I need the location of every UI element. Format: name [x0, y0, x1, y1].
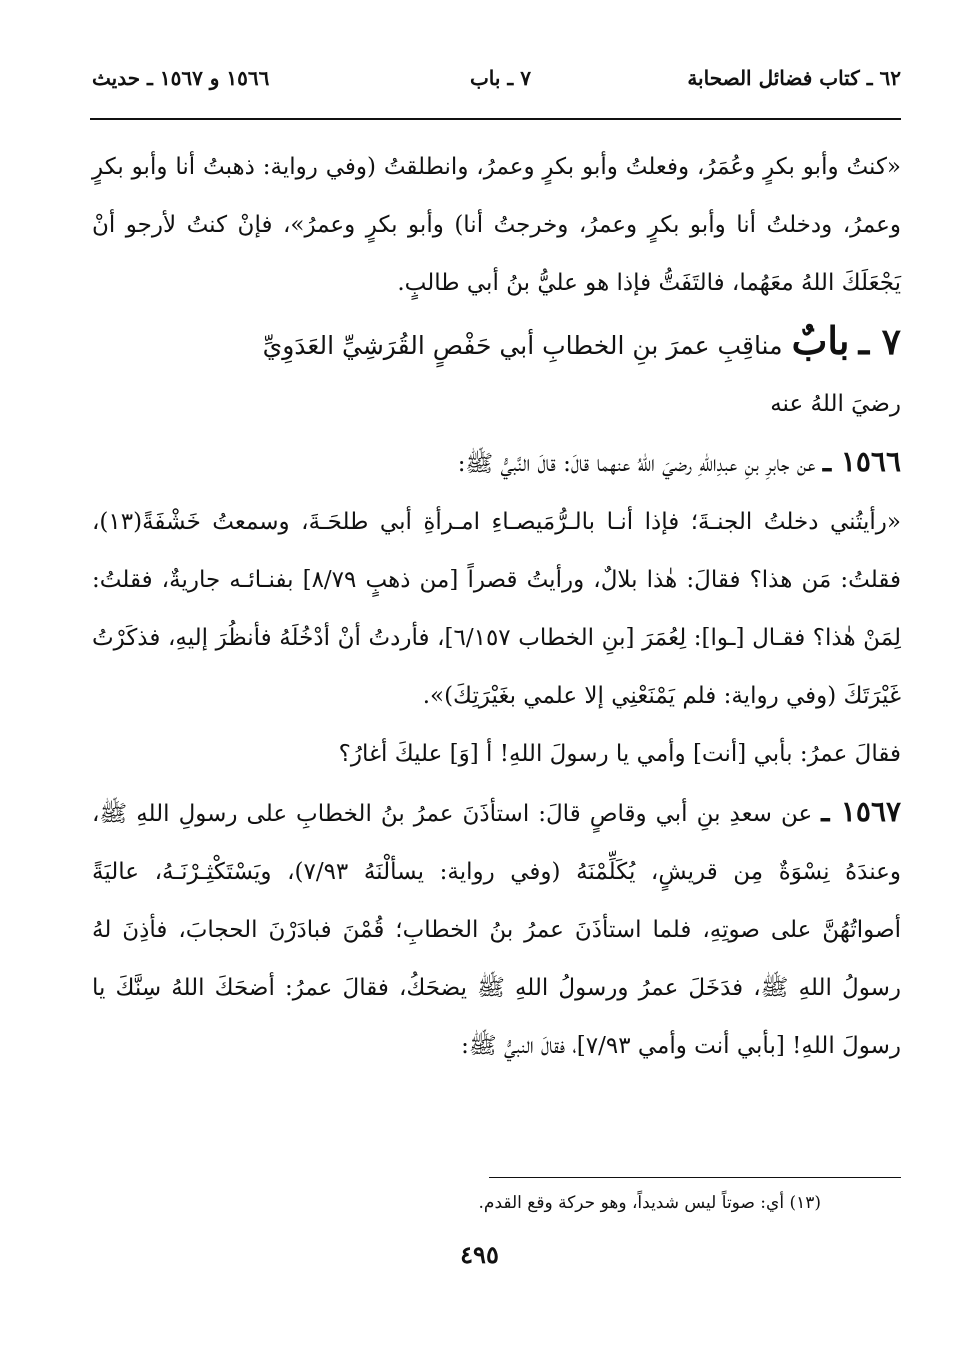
header-hadith-range: ١٥٦٦ و ١٥٦٧ ـ حديث: [92, 66, 270, 90]
chapter-word: بابٌ: [791, 318, 850, 363]
header-divider: [90, 118, 901, 120]
header-book-title: ٦٢ ـ كتاب فضائل الصحابة: [687, 66, 901, 90]
hadith-1567-text: عن سعدِ بنِ أبي وقاصٍ قالَ: استأذَنَ عمرُ بنُ الخطابِ على رسولِ اللهِ ﷺ، وعندَهُ نِسْوَةٌ مِن قريشٍ، يُكَلِّمْنَهُ (وفي رواية: يسألْنَهُ ٧/٩٣)، ويَسْتَكْثِـرْنَـهُ، عاليَةً أصواتُهُنَّ على صوتِهِ، فلما استأذَنَ عمرُ بنُ الخطابِ؛ قُمْنَ فبادَرْنَ الحجابَ، فأذِنَ لهُ رسولُ اللهِ ﷺ، فدَخَلَ عمرُ ورسولُ اللهِ ﷺ يضحَكُ، فقالَ عمرُ: أضحَكَ اللهُ سِنَّكَ يا رسولَ اللهِ! [بأبي أنت وأمي ٧/٩٣]، فقالَ النبيُّ ﷺ:: [92, 801, 901, 1059]
chapter-heading: [92, 312, 901, 375]
hadith-1566-number: ١٥٦٦ ـ: [822, 445, 901, 478]
hadith-1566-isnad: عن جابرِ بنِ عبدِاللهِ رضيَ اللهُ عنهما قالَ: قالَ النَّبيُّ ﷺ:: [457, 451, 816, 477]
chapter-number: ٧ ـ: [858, 321, 901, 363]
hadith-1566-intro: [92, 433, 901, 493]
chapter-title: مناقِبِ عمرَ بنِ الخطابِ أبي حَفْصٍ القُرَشِيِّ العَدَوِيِّ: [262, 331, 783, 360]
hadith-1566-text: «رأيتُني دخلتُ الجنـةَ؛ فإذا أنـا بالـرُّمَيصـاءِ امـرأةِ أبي طلحَـةَ، وسمعتُ خَشْفَةً(١٣)، فقلتُ: مَن هذا؟ فقالَ: هٰذا بلالٌ، ورأيتُ قصراً [من ذهبٍ ٨/٧٩] بفنـائـه جاريةٌ، فقلتُ: لِمَنْ هٰذا؟ فقـال [ـوا]: لِعُمَرَ [بنِ الخطاب ٦/١٥٧]، فأردتُ أنْ أدْخُلَهُ فأنظُرَ إليهِ، فذكَرْتُ غَيْرَتَكَ (وفي رواية: فلم يَمْنَعْنِي إلا علمي بغَيْرَتِكَ)».: [92, 509, 901, 709]
footnote: (١٣) أي: صوتاً ليس شديداً، وهو حركة وقع القدم.: [478, 1193, 821, 1213]
running-header: [92, 60, 901, 100]
intro-paragraph: «كنتُ وأبو بكرٍ وعُمَرُ، وفعلتُ وأبو بكرٍ وعمرُ، وانطلقتُ (وفي رواية: ذهبتُ أنا وأبو بكرٍ وعمرُ، ودخلتُ أنا وأبو بكرٍ وعمرُ، وخرجتُ أنا) وأبو بكرٍ وعمرُ»، فإنْ كنتُ لأرجو أنْ يَجْعَلَكَ اللهُ معَهُما، فالتَفَتُّ فإذا هو عليُّ بنُ أبي طالبٍ.: [92, 154, 901, 296]
page-number: ٤٩٥: [460, 1240, 499, 1269]
hadith-1566-reply: فقالَ عمرُ: بأبي [أنت] وأمي يا رسولَ اللهِ! أ [وَ] عليكَ أغارُ؟: [338, 741, 901, 767]
main-text: [92, 138, 901, 1075]
footnote-divider: [489, 1177, 901, 1178]
hadith-1567-number: ١٥٦٧ ـ: [821, 795, 902, 828]
chapter-title-tail: رضيَ اللهُ عنه: [770, 391, 901, 417]
hadith-1567-paragraph: [92, 783, 901, 1075]
header-chapter: ٧ ـ باب: [469, 66, 531, 90]
